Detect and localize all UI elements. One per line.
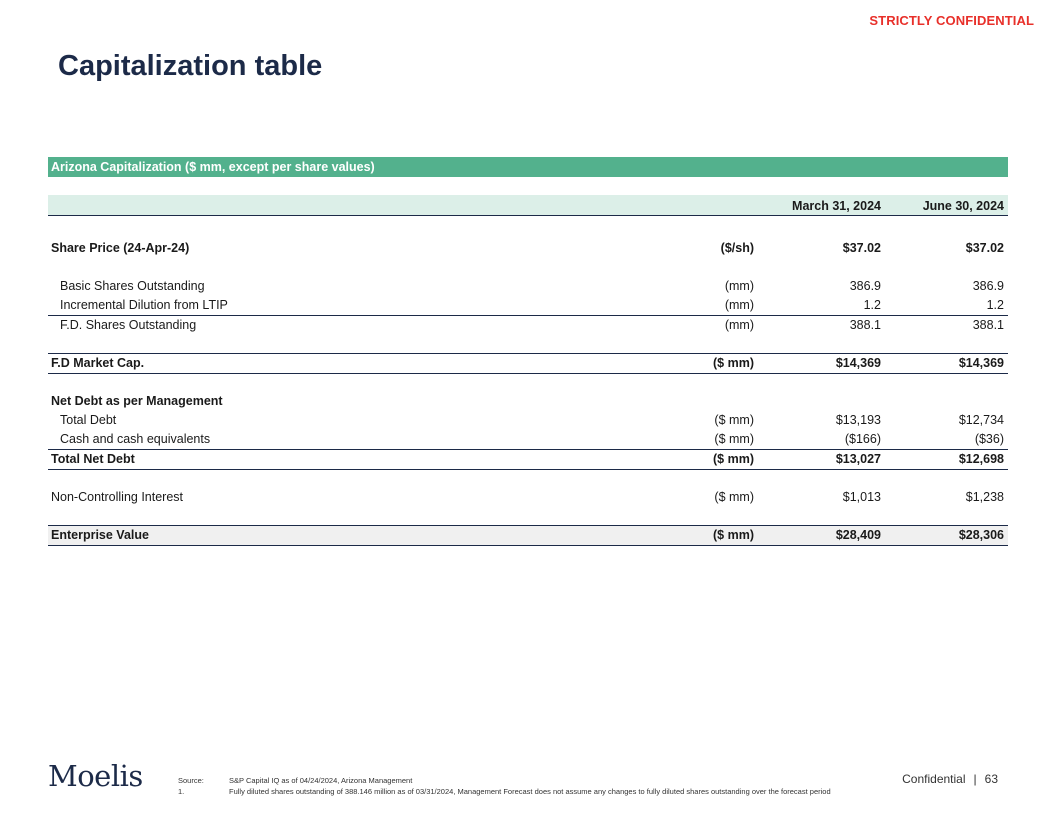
moelis-logo: Moelis <box>48 759 143 793</box>
table-row-total-net-debt <box>48 450 1008 470</box>
row-label: Incremental Dilution from LTIP <box>60 298 228 312</box>
table-row-cash <box>48 430 1008 450</box>
row-unit: ($ mm) <box>713 528 754 542</box>
row-value-june: ($36) <box>974 432 1004 446</box>
row-value-june: $28,306 <box>958 528 1004 542</box>
footnote-1-text: Fully diluted shares outstanding of 388.146 million as of 03/31/2024, Management Forecast does not assume any changes to fully diluted shares outstanding over the forecast period <box>229 787 831 796</box>
row-label: Net Debt as per Management <box>51 394 223 408</box>
page-footer <box>902 772 998 786</box>
row-label: Enterprise Value <box>51 528 149 542</box>
footnote-source <box>178 776 898 787</box>
row-value-june: 1.2 <box>986 298 1004 312</box>
row-value-march: $1,013 <box>842 490 881 504</box>
row-value-june: $37.02 <box>965 241 1004 255</box>
table-row-fd-market-cap <box>48 353 1008 374</box>
row-value-june: $12,734 <box>958 413 1004 427</box>
table-header-row <box>48 195 1008 216</box>
row-value-march: $13,027 <box>835 452 881 466</box>
row-unit: (mm) <box>724 279 754 293</box>
footnote-source-label: Source: <box>178 776 204 785</box>
row-value-june: $14,369 <box>958 356 1004 370</box>
row-unit: (mm) <box>724 298 754 312</box>
row-value-june: $1,238 <box>965 490 1004 504</box>
row-unit: ($ mm) <box>713 356 754 370</box>
row-value-march: ($166) <box>844 432 881 446</box>
table-row-fd-shares <box>48 316 1008 335</box>
row-unit: ($ mm) <box>714 432 754 446</box>
row-label: Non-Controlling Interest <box>51 490 184 504</box>
capitalization-table <box>48 157 1008 546</box>
footnote-source-text: S&P Capital IQ as of 04/24/2024, Arizona Management <box>229 776 413 785</box>
row-unit: ($ mm) <box>714 413 754 427</box>
row-label: Total Net Debt <box>51 452 135 466</box>
row-unit: ($ mm) <box>714 490 754 504</box>
footnote-1 <box>178 787 898 798</box>
row-value-march: $13,193 <box>835 413 881 427</box>
row-label: Basic Shares Outstanding <box>60 279 205 293</box>
row-unit: (mm) <box>724 318 754 332</box>
row-value-march: $14,369 <box>835 356 881 370</box>
table-row-total-debt <box>48 411 1008 430</box>
row-label: Cash and cash equivalents <box>60 432 211 446</box>
row-value-march: 386.9 <box>849 279 881 293</box>
table-banner <box>48 157 1008 177</box>
row-label: Share Price (24-Apr-24) <box>51 241 190 255</box>
column-header-march: March 31, 2024 <box>792 199 881 213</box>
page-title: Capitalization table <box>58 50 323 82</box>
row-label: F.D. Shares Outstanding <box>60 318 197 332</box>
footnotes <box>178 776 898 798</box>
row-value-march: $37.02 <box>842 241 881 255</box>
row-unit: ($/sh) <box>720 241 754 255</box>
strictly-confidential-label: STRICTLY CONFIDENTIAL <box>869 13 1034 28</box>
footer-confidential: Confidential <box>902 772 966 786</box>
row-value-march: 388.1 <box>849 318 881 332</box>
table-row-net-debt-heading <box>48 392 1008 411</box>
table-row-basic-shares <box>48 277 1008 296</box>
table-banner-title: Arizona Capitalization ($ mm, except per share values) <box>51 160 375 174</box>
table-row-non-controlling-interest <box>48 488 1008 507</box>
column-header-june: June 30, 2024 <box>922 199 1004 213</box>
row-value-march: 1.2 <box>863 298 881 312</box>
footer-separator: | <box>973 772 977 786</box>
table-row-enterprise-value <box>48 525 1008 546</box>
row-value-june: $12,698 <box>958 452 1004 466</box>
row-label: Total Debt <box>60 413 117 427</box>
footnote-1-label: 1. <box>178 787 185 796</box>
row-value-june: 388.1 <box>972 318 1004 332</box>
row-label: F.D Market Cap. <box>51 356 145 370</box>
table-row-ltip-dilution <box>48 296 1008 316</box>
table-row-share-price <box>48 238 1008 258</box>
page-number: 63 <box>984 772 998 786</box>
row-value-march: $28,409 <box>835 528 881 542</box>
row-value-june: 386.9 <box>972 279 1004 293</box>
row-unit: ($ mm) <box>713 452 754 466</box>
